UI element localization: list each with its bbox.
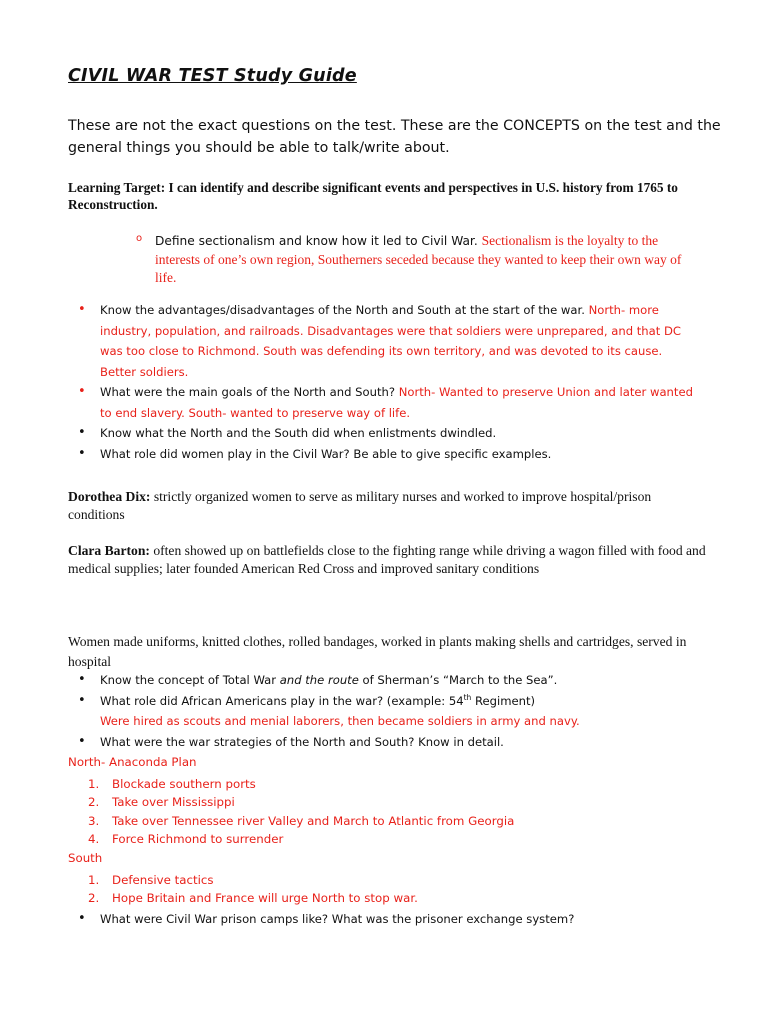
bullet-list-1 <box>78 300 698 464</box>
women-paragraph: Women made uniforms, knitted clothes, rolled bandages, worked in plants making shells and cartridges, served in hospital <box>68 634 687 669</box>
sectionalism-answer: Sectionalism is the loyalty to the interests of one’s own region, Southerners seceded because they wanted to keep their own way of life. <box>155 233 682 285</box>
prison-camps-question: What were Civil War prison camps like? What was the prisoner exchange system? <box>100 912 575 926</box>
list-item: 4. Force Richmond to surrender <box>88 831 284 846</box>
list-item: 1. Blockade southern ports <box>88 777 256 791</box>
list-item <box>78 444 698 465</box>
item-question: Know the advantages/disadvantages of the North and South at the start of the war. <box>100 303 589 317</box>
item-question: What role did women play in the Civil War? Be able to give specific examples. <box>100 446 552 461</box>
list-item <box>78 423 698 444</box>
total-war-text: Know the concept of Total War <box>100 673 280 687</box>
dix-name: Dorothea Dix: <box>68 489 151 504</box>
list-item: 2. Take over Mississippi <box>88 795 235 810</box>
item-answer: North- more industry, population, and railroads. Disadvantages were that soldiers were unprepared, and that DC was too close to Richmond. South was defending its own territory, and was devoted to its cause. Better soldiers. <box>100 303 682 379</box>
strategies-question: What were the war strategies of the North and South? Know in detail. <box>100 734 504 749</box>
list-item: 1. Defensive tactics <box>88 873 214 887</box>
list-item <box>78 382 698 423</box>
item-answer: North- Wanted to preserve Union and later wanted to end slavery. South- wanted to preserve way of life. <box>100 385 693 420</box>
list-item: 3. Take over Tennessee river Valley and March to Atlantic from Georgia <box>88 813 515 828</box>
north-heading: North- Anaconda Plan <box>68 755 197 769</box>
learning-target <box>68 179 708 213</box>
barton-name: Clara Barton: <box>68 543 150 558</box>
intro-paragraph: These are not the exact questions on the test. These are the CONCEPTS on the test and the general things you should be able to talk/write about. <box>68 118 721 156</box>
total-war-italic: and the route <box>279 673 359 687</box>
list-item <box>78 691 698 732</box>
bullet-icon: • <box>78 425 86 440</box>
bullet-icon: • <box>78 445 86 461</box>
barton-paragraph <box>68 542 708 577</box>
total-war-text-end: of Sherman’s “March to the Sea”. <box>358 673 558 687</box>
sub-bullet-marker: o <box>136 233 143 244</box>
list-item: 2. Hope Britain and France will urge North to stop war. <box>88 891 418 906</box>
african-question: What role did African Americans play in the war? (example: 54 <box>100 693 464 708</box>
african-question-end: Regiment) <box>471 693 536 708</box>
item-question: Know what the North and the South did when enlistments dwindled. <box>100 426 497 440</box>
list-item <box>78 732 698 753</box>
bullet-icon: • <box>78 384 86 399</box>
bullet-icon: • <box>78 911 86 926</box>
learning-target-label: Learning Target: <box>68 180 166 195</box>
barton-text: often showed up on battlefields close to the fighting range while driving a wagon filled with food and medical supplies; later founded American Red Cross and improved sanitary conditions <box>68 543 706 576</box>
list-item <box>78 300 698 382</box>
list-item <box>78 909 698 930</box>
item-question: What were the main goals of the North and South? <box>100 385 399 399</box>
bullet-list-2 <box>78 670 698 752</box>
african-answer: Were hired as scouts and menial laborers, then became soldiers in army and navy. <box>100 714 580 728</box>
learning-target-text: I can identify and describe significant events and perspectives in U.S. history from 1765 to Reconstruction. <box>68 180 678 212</box>
dix-text: strictly organized women to serve as military nurses and worked to improve hospital/prison conditions <box>68 489 652 522</box>
south-heading: South <box>68 851 103 865</box>
list-item <box>78 670 698 691</box>
north-strategy-list <box>88 775 514 848</box>
ordinal-suffix: th <box>463 692 472 702</box>
sectionalism-item <box>155 232 695 288</box>
bullet-icon: • <box>78 672 86 687</box>
page-title: CIVIL WAR TEST Study Guide <box>68 66 357 86</box>
bullet-icon: • <box>78 733 86 749</box>
sectionalism-question: Define sectionalism and know how it led to Civil War. <box>155 234 482 248</box>
bullet-icon: • <box>78 302 86 317</box>
bullet-icon: • <box>78 692 86 708</box>
dix-paragraph <box>68 488 708 523</box>
south-strategy-list <box>88 871 418 908</box>
bullet-list-3 <box>78 909 698 930</box>
